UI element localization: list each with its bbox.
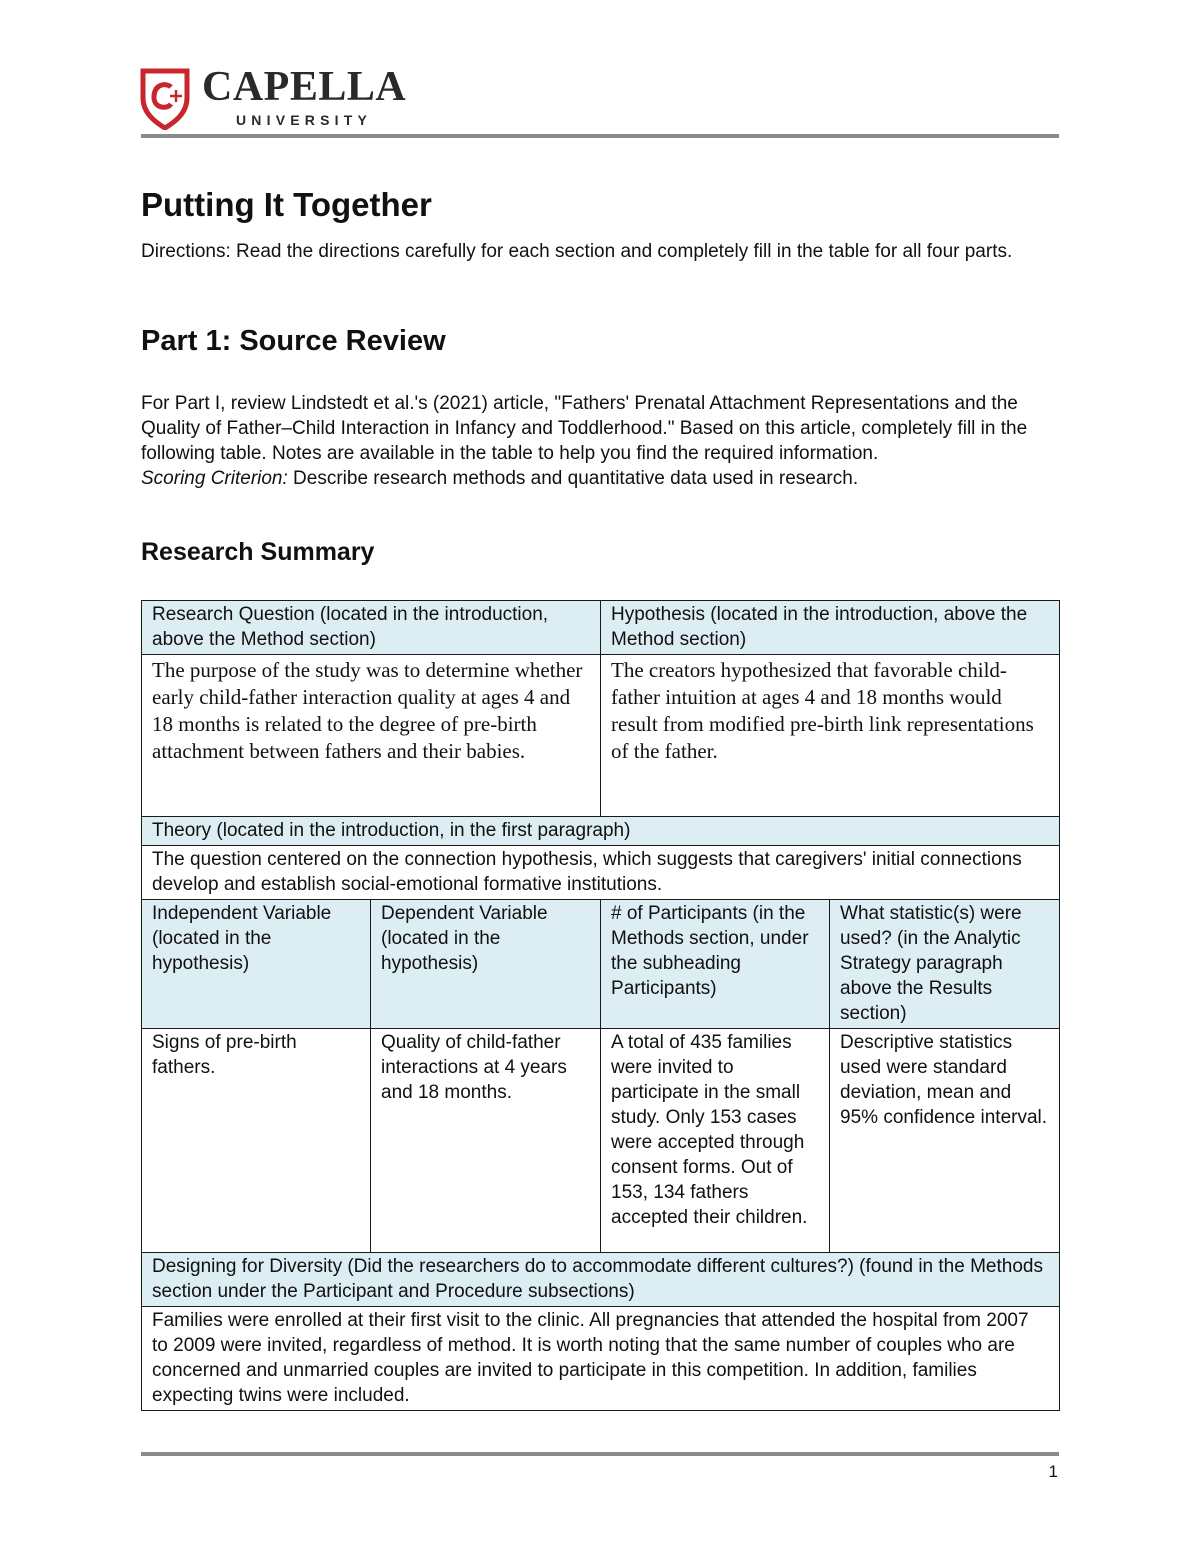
page-number: 1 bbox=[1048, 1462, 1058, 1481]
logo-wordmark: CAPELLA bbox=[202, 64, 407, 110]
hypothesis-answer: The creators hypothesized that favorable child-father intuition at ages 4 and 18 months would result from modified pre-birth link representations of the father. bbox=[601, 655, 1060, 817]
header-divider bbox=[141, 134, 1059, 138]
table-row bbox=[142, 601, 1060, 655]
table-row bbox=[142, 655, 1060, 817]
part1-intro bbox=[141, 391, 1061, 491]
hypothesis-header: Hypothesis (located in the introduction, above the Method section) bbox=[601, 601, 1060, 655]
capella-logo bbox=[140, 64, 440, 134]
theory-answer: The question centered on the connection hypothesis, which suggests that caregivers' initial connections develop and establish social-emotional formative institutions. bbox=[142, 846, 1060, 900]
page-title: Putting It Together bbox=[141, 186, 432, 223]
scoring-criterion-text: Describe research methods and quantitative data used in research. bbox=[287, 468, 859, 489]
capella-shield-icon bbox=[140, 68, 190, 130]
table-row bbox=[142, 1307, 1060, 1411]
table-row bbox=[142, 900, 1060, 1029]
table-row bbox=[142, 1253, 1060, 1307]
table-row bbox=[142, 846, 1060, 900]
statistics-header: What statistic(s) were used? (in the Analytic Strategy paragraph above the Results section) bbox=[830, 900, 1060, 1029]
footer-divider bbox=[141, 1452, 1059, 1456]
diversity-answer: Families were enrolled at their first visit to the clinic. All pregnancies that attended the hospital from 2007 to 2009 were invited, regardless of method. It is worth noting that the same number of couples who are concerned and unmarried couples are invited to participate in this competition. In addition, families expecting twins were included. bbox=[142, 1307, 1060, 1411]
theory-header: Theory (located in the introduction, in the first paragraph) bbox=[142, 817, 1060, 846]
dependent-variable-header: Dependent Variable (located in the hypothesis) bbox=[371, 900, 601, 1029]
part1-heading: Part 1: Source Review bbox=[141, 325, 446, 357]
research-question-answer: The purpose of the study was to determine whether early child-father interaction quality at ages 4 and 18 months is related to the degree of pre-birth attachment between fathers and their babies. bbox=[142, 655, 601, 817]
table-row bbox=[142, 1029, 1060, 1253]
participants-header: # of Participants (in the Methods section, under the subheading Participants) bbox=[601, 900, 830, 1029]
logo-subtitle: UNIVERSITY bbox=[236, 112, 373, 128]
part1-intro-text: For Part I, review Lindstedt et al.'s (2021) article, "Fathers' Prenatal Attachment Representations and the Quality of Father–Child Interaction in Infancy and Toddlerhood." Based on this article, completely fill in the following table. Notes are available in the table to help you find the required information. bbox=[141, 393, 1028, 464]
directions-text: Directions: Read the directions carefully for each section and completely fill in the table for all four parts. bbox=[141, 241, 1013, 262]
dependent-variable-answer: Quality of child-father interactions at 4 years and 18 months. bbox=[371, 1029, 601, 1253]
research-summary-table bbox=[141, 600, 1060, 1411]
independent-variable-answer: Signs of pre-birth fathers. bbox=[142, 1029, 371, 1253]
statistics-answer: Descriptive statistics used were standard deviation, mean and 95% confidence interval. bbox=[830, 1029, 1060, 1253]
research-summary-heading: Research Summary bbox=[141, 538, 375, 566]
participants-answer: A total of 435 families were invited to participate in the small study. Only 153 cases were accepted through consent forms. Out of 153, 134 fathers accepted their children. bbox=[601, 1029, 830, 1253]
table-row bbox=[142, 817, 1060, 846]
diversity-header: Designing for Diversity (Did the researchers do to accommodate different cultures?) (found in the Methods section under the Participant and Procedure subsections) bbox=[142, 1253, 1060, 1307]
scoring-criterion-label: Scoring Criterion: bbox=[141, 468, 288, 489]
research-question-header: Research Question (located in the introduction, above the Method section) bbox=[142, 601, 601, 655]
independent-variable-header: Independent Variable (located in the hypothesis) bbox=[142, 900, 371, 1029]
